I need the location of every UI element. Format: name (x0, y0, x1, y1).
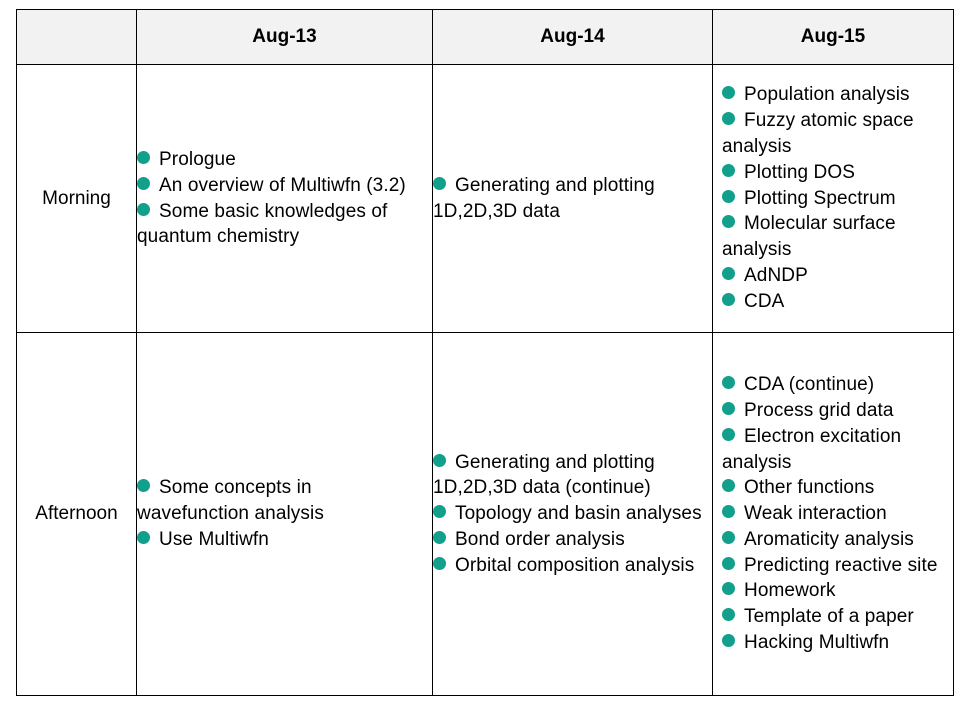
bullet-dot-icon (722, 557, 735, 570)
bullet-dot-icon (722, 402, 735, 415)
list-item (722, 289, 947, 315)
bullet-dot-icon (722, 428, 735, 441)
list-item (433, 173, 712, 225)
list-item (722, 398, 947, 424)
bullet-dot-icon (722, 582, 735, 595)
cell-morning-aug-13 (137, 65, 433, 333)
list-item-text: Process grid data (744, 399, 894, 421)
list-item (722, 424, 947, 476)
column-header-aug-14: Aug-14 (433, 10, 713, 65)
list-item (722, 372, 947, 398)
list-item (722, 211, 947, 263)
list-item-text: Use Multiwfn (159, 528, 269, 550)
list-item-text: AdNDP (744, 264, 808, 286)
list-item-text: Hacking Multiwfn (744, 632, 890, 654)
list-item (137, 147, 426, 173)
list-item-text: CDA (744, 290, 785, 312)
column-header-aug-15: Aug-15 (713, 10, 954, 65)
list-item (137, 475, 426, 527)
list-item-text: Electron excitation analysis (722, 425, 902, 473)
list-item-text: Generating and plotting 1D,2D,3D data (433, 174, 655, 222)
row-label-afternoon: Afternoon (17, 333, 137, 696)
bullet-dot-icon (722, 190, 735, 203)
list-item-text: An overview of Multiwfn (3.2) (159, 174, 406, 196)
list-item (722, 553, 947, 579)
column-header-aug-13: Aug-13 (137, 10, 433, 65)
list-item-text: Orbital composition analysis (455, 554, 695, 576)
bullet-dot-icon (722, 112, 735, 125)
cell-afternoon-aug-15 (713, 333, 954, 696)
list-item (722, 578, 947, 604)
schedule-table (16, 9, 954, 696)
bullet-dot-icon (722, 505, 735, 518)
corner-cell (17, 10, 137, 65)
bullet-dot-icon (137, 531, 150, 544)
bullet-dot-icon (722, 267, 735, 280)
list-item-text: Some concepts in wavefunction analysis (137, 477, 324, 525)
bullet-dot-icon (722, 608, 735, 621)
list-item (722, 160, 947, 186)
list-item-text: Bond order analysis (455, 528, 625, 550)
list-item-text: Homework (744, 580, 836, 602)
cell-morning-aug-14 (433, 65, 713, 333)
cell-morning-aug-15 (713, 65, 954, 333)
bullet-dot-icon (137, 151, 150, 164)
list-item-text: Population analysis (744, 84, 910, 106)
list-item (722, 527, 947, 553)
list-item-text: Plotting DOS (744, 161, 856, 183)
list-item (722, 630, 947, 656)
list-item-text: Some basic knowledges of quantum chemistry (137, 200, 388, 248)
cell-afternoon-aug-13 (137, 333, 433, 696)
list-item (433, 501, 712, 527)
list-item-text: Molecular surface analysis (722, 213, 896, 261)
row-label-morning: Morning (17, 65, 137, 333)
bullet-dot-icon (433, 505, 446, 518)
list-item-text: Weak interaction (744, 503, 887, 525)
list-item-text: Aromaticity analysis (744, 528, 914, 550)
header-row (17, 10, 954, 65)
list-item-text: Template of a paper (744, 606, 914, 628)
cell-afternoon-aug-14 (433, 333, 713, 696)
bullet-dot-icon (433, 177, 446, 190)
bullet-dot-icon (722, 164, 735, 177)
bullet-dot-icon (433, 454, 446, 467)
list-item (722, 501, 947, 527)
list-item-text: Plotting Spectrum (744, 187, 896, 209)
list-item (722, 263, 947, 289)
list-item-text: Fuzzy atomic space analysis (722, 110, 914, 157)
bullet-dot-icon (137, 203, 150, 216)
list-item-text: Prologue (159, 148, 236, 170)
table-row-afternoon (17, 333, 954, 696)
list-item (433, 527, 712, 553)
list-item (433, 553, 712, 579)
list-item-text: Other functions (744, 477, 875, 499)
bullet-dot-icon (137, 479, 150, 492)
list-item-text: CDA (continue) (744, 374, 875, 396)
bullet-dot-icon (722, 531, 735, 544)
list-item-text: Generating and plotting 1D,2D,3D data (continue) (433, 451, 655, 499)
list-item (722, 186, 947, 212)
bullet-dot-icon (137, 177, 150, 190)
list-item (137, 173, 426, 199)
bullet-dot-icon (722, 293, 735, 306)
bullet-dot-icon (722, 479, 735, 492)
list-item (137, 199, 426, 251)
list-item (722, 108, 947, 160)
bullet-dot-icon (433, 557, 446, 570)
list-item (433, 450, 712, 502)
list-item-text: Predicting reactive site (744, 554, 938, 576)
table-row-morning (17, 65, 954, 333)
list-item (722, 82, 947, 108)
bullet-dot-icon (722, 376, 735, 389)
bullet-dot-icon (722, 634, 735, 647)
bullet-dot-icon (433, 531, 446, 544)
list-item (137, 527, 426, 553)
bullet-dot-icon (722, 215, 735, 228)
bullet-dot-icon (722, 86, 735, 99)
list-item-text: Topology and basin analyses (455, 503, 702, 525)
list-item (722, 475, 947, 501)
list-item (722, 604, 947, 630)
